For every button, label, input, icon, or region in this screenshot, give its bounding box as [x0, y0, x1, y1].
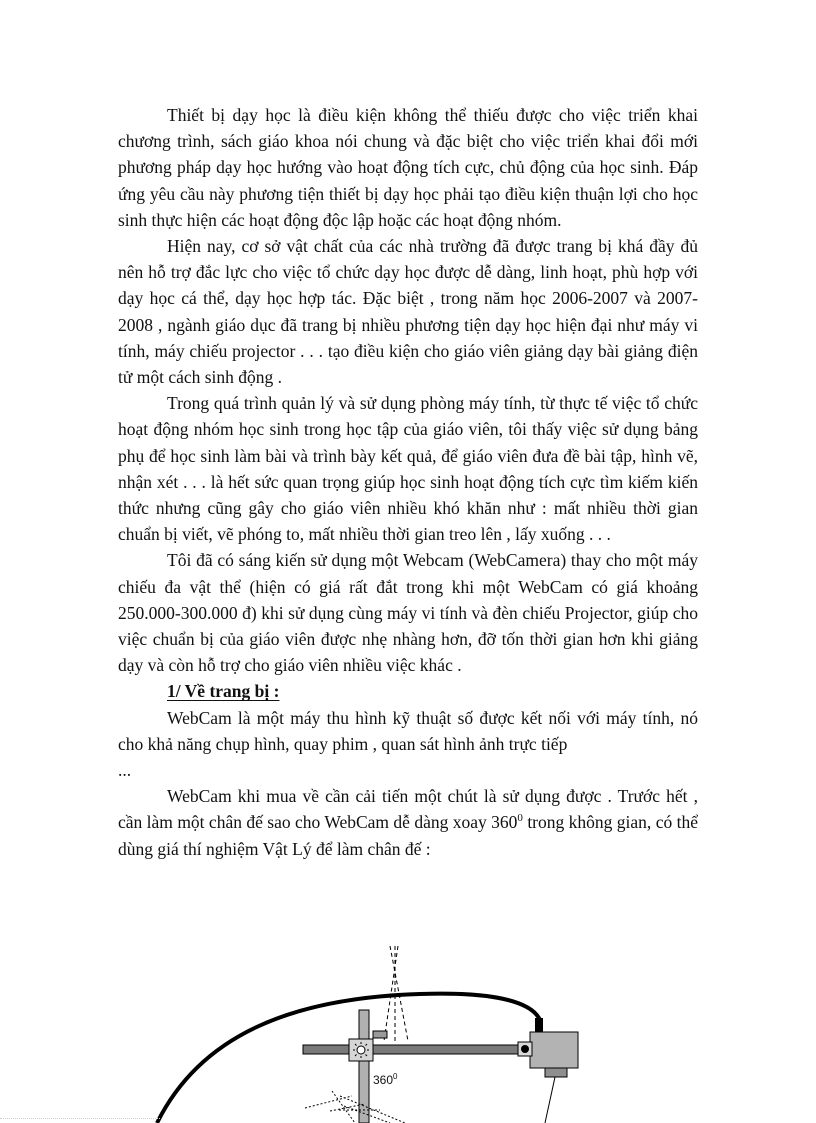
stand-text-after: trong không gian, có thể dùng giá thí nghiệm Vật Lý để làm chân đế :	[118, 812, 698, 859]
paragraph-webcam-initiative: Tôi đã có sáng kiến sử dụng một Webcam (WebCamera) thay cho một máy chiếu đa vật thể (hiện có giá rất đắt trong khi một WebCam có giá khoảng 250.000-300.000 đ) khi sử dụng cùng máy vi tính và đèn chiếu Projector, giúp cho việc chuẩn bị của giáo viên được nhẹ nhàng hơn, đỡ tốn thời gian hơn khi giảng dạy và còn hỗ trợ cho giáo viên nhiều việc khác .	[118, 550, 698, 676]
section-heading-equipment: 1/ Về trang bị :	[167, 681, 280, 702]
webcam-base	[545, 1068, 567, 1077]
paragraph-webcam-stand	[118, 783, 698, 862]
webcam-lens	[521, 1045, 529, 1053]
webcam-support-line	[545, 1077, 555, 1123]
paragraph-webcam-definition: WebCam là một máy thu hình kỹ thuật số được kết nối với máy tính, nó cho khả năng chụp hình, quay phim , quan sát hình ảnh trực tiếp	[118, 707, 698, 754]
paragraph-webcam-definition-cont: ...	[118, 760, 132, 781]
vertical-pole	[359, 1010, 369, 1123]
webcam-body	[530, 1032, 578, 1068]
paragraph-current-facilities: Hiện nay, cơ sở vật chất của các nhà trường đã được trang bị khá đầy đủ nên hỗ trợ đắc lực cho việc tổ chức dạy học được dễ dàng, linh hoạt, phù hợp với dạy học cá thể, dạy học hợp tác. Đặc biệt , trong năm học 2006-2007 và 2007-2008 , ngành giáo dục đã trang bị nhiều phương tiện dạy học hiện đại như máy vi tính, máy chiếu projector . . . tạo điều kiện cho giáo viên giảng dạy bài giảng điện tử một cách sinh động .	[118, 236, 698, 388]
degree-superscript: 0	[517, 812, 523, 825]
bottom-dotted-rule	[0, 1118, 160, 1119]
diagram-drawing	[140, 946, 710, 1123]
paragraph-management-experience: Trong quá trình quản lý và sử dụng phòng máy tính, từ thực tế việc tổ chức hoạt động nhóm học sinh trong học tập của giáo viên, tôi thấy việc sử dụng bảng phụ để học sinh làm bài và trình bày kết quả, để giáo viên đưa đề bài tập, hình vẽ, nhận xét . . . là hết sức quan trọng giúp học sinh hoạt động tích cực tìm kiếm kiến thức nhưng cũng gây cho giáo viên nhiều khó khăn như : mất nhiều thời gian chuẩn bị viết, vẽ phóng to, mất nhiều thời gian treo lên , lấy xuống . . .	[118, 393, 698, 545]
paragraph-equipment-intro: Thiết bị dạy học là điều kiện không thể thiếu được cho việc triển khai chương trình, sách giáo khoa nói chung và đặc biệt cho việc triển khai đổi mới phương pháp dạy học hướng vào hoạt động tích cực, chủ động của học sinh. Đáp ứng yêu cầu này phương tiện thiết bị dạy học phải tạo điều kiện thuận lợi cho học sinh thực hiện các hoạt động độc lập hoặc các hoạt động nhóm.	[118, 105, 698, 230]
rotation-angle-label: $360^0$	[373, 1072, 398, 1087]
horizontal-bar	[303, 1045, 528, 1054]
cable-connector	[535, 1018, 543, 1032]
stand-text-before: WebCam khi mua về cần cải tiến một chút là sử dụng được . Trước hết , cần làm một chân đế sao cho WebCam dễ dàng xoay 360	[118, 786, 698, 833]
webcam-stand-diagram	[140, 946, 710, 1123]
clamp-screw	[373, 1031, 387, 1038]
document-page	[118, 102, 698, 862]
